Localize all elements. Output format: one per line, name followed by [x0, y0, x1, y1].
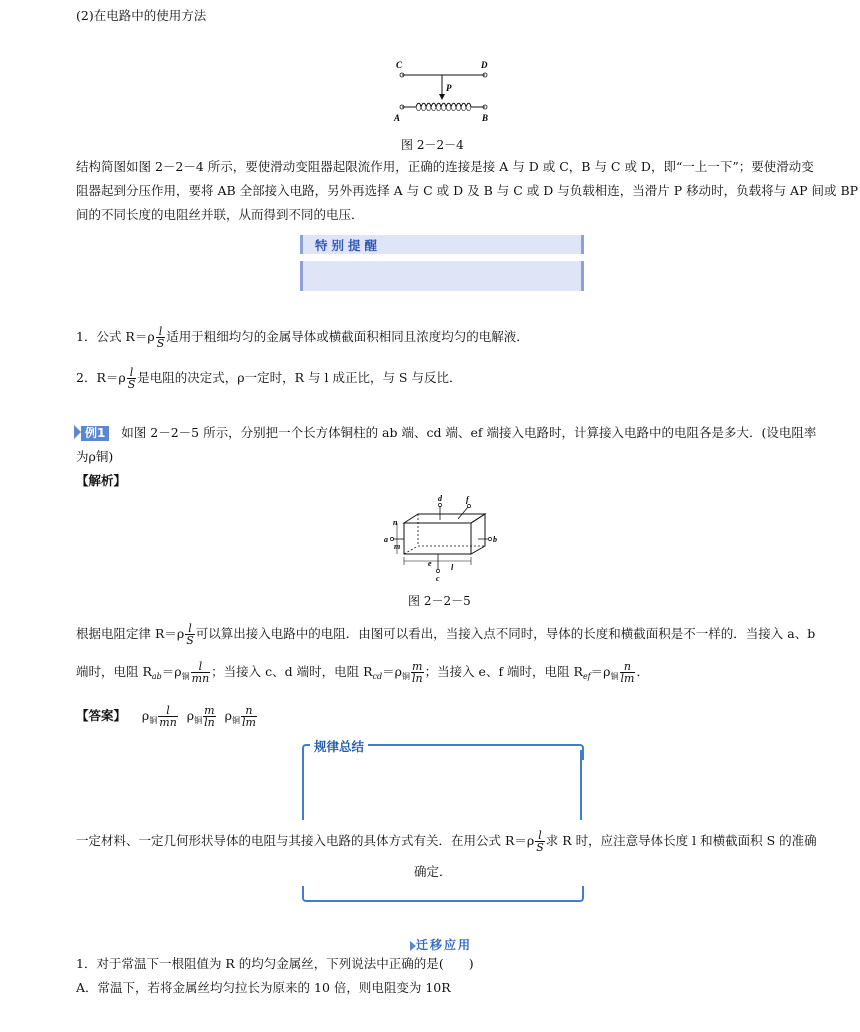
paragraph-line: 阻器起到分压作用，要将 AB 全部接入电路，另外再选择 A 与 C 或 D 及 B 与 C 或 D 与负载相连，当滑片 P 移动时，负载将与 AP 间或 BP	[76, 183, 859, 198]
label-l: l	[451, 563, 454, 572]
example-label: 例1	[81, 426, 109, 441]
summary-title: 规律总结	[310, 737, 368, 755]
example-line-1: 例1 如图 2－2－5 所示，分别把一个长方体铜柱的 ab 端、cd 端、ef 端接入电路时，计算接入电路中的电阻各是多大．(设电阻率	[74, 423, 816, 443]
analysis-line-2: 端时，电阻 $R_{ab}=\rho_铜$ $\frac{l}{mn}$ ；当接入 c、d 端时，电阻 $R_{cd}=\rho_铜$ $\frac{m}{\ln}$ ；当接入 e、f 端时，电阻 $R_{ef}=\rho_铜$ $\frac{n}{lm}$ ．	[76, 660, 649, 685]
label-b: b	[493, 535, 497, 544]
summary-box-right	[580, 750, 582, 820]
example-line-2: 为ρ铜)	[76, 449, 114, 464]
answer-label: 【答案】	[76, 708, 127, 723]
cuboid-diagram	[380, 494, 505, 584]
label-c: c	[436, 574, 440, 583]
question-1: 1．对于常温下一根阻值为 R 的均匀金属丝，下列说法中正确的是( )	[76, 956, 474, 971]
tip-title: 特别提醒	[315, 238, 382, 253]
label-e: e	[428, 559, 432, 568]
label-d: d	[438, 494, 442, 503]
label-a: a	[384, 535, 388, 544]
label-d: D	[481, 60, 488, 70]
figure-caption-5: 图 2－2－5	[408, 594, 471, 608]
tip-header	[300, 235, 584, 254]
summary-box-left	[302, 750, 304, 820]
transfer-heading	[410, 934, 472, 953]
label-c: C	[396, 60, 403, 70]
label-a: A	[394, 113, 401, 123]
analysis-label: 【解析】	[76, 473, 127, 488]
label-p: P	[446, 83, 452, 93]
note-1: 1．公式 R＝ρ $\frac{l}{S}$ 适用于粗细均匀的金属导体或横截面积相同且浓度均匀的电解液．	[76, 325, 529, 350]
summary-line-1: 一定材料、一定几何形状导体的电阻与其接入电路的具体方式有关．在用公式 R＝ρ $\frac{l}{S}$ 求 R 时，应注意导体长度 l 和横截面积 S 的准确	[76, 829, 817, 854]
section-heading: (2)在电路中的使用方法	[76, 8, 207, 23]
example-arrow-icon	[74, 425, 81, 439]
option-a: A．常温下，若将金属丝均匀拉长为原来的 10 倍，则电阻变为 10R	[76, 980, 451, 995]
label-b: B	[482, 113, 489, 123]
rheostat-diagram	[390, 58, 500, 128]
tip-body	[300, 261, 584, 291]
label-f: f	[466, 495, 469, 504]
label-n: n	[393, 518, 398, 527]
paragraph-line: 间的不同长度的电阻丝并联，从而得到不同的电压．	[76, 207, 364, 222]
figure-caption-4: 图 2－2－4	[401, 138, 464, 152]
analysis-line-1: 根据电阻定律 R＝ρ $\frac{l}{S}$ 可以算出接入电路中的电阻．由图可以看出，当接入点不同时，导体的长度和横截面积是不一样的．当接入 a、b	[76, 622, 816, 647]
summary-box-bottom	[302, 886, 584, 902]
label-m: m	[394, 542, 401, 551]
note-2: 2．R＝ρ $\frac{l}{S}$ 是电阻的决定式，ρ一定时，R 与 l 成正比，与 S 与反比．	[76, 366, 462, 391]
transfer-label: 迁移应用	[416, 938, 473, 952]
summary-line-2: 确定．	[414, 864, 452, 879]
paragraph-line: 结构简图如图 2－2－4 所示，要使滑动变阻器起限流作用，正确的连接是接 A 与 D 或 C，B 与 C 或 D，即“一上一下”；要使滑动变	[76, 159, 814, 174]
answer-line: 【答案】 $\rho_铜$ $\frac{l}{mn}$ $\rho_铜$ $\frac{m}{\ln}$ $\rho_铜$ $\frac{n}{lm}$	[76, 704, 256, 729]
